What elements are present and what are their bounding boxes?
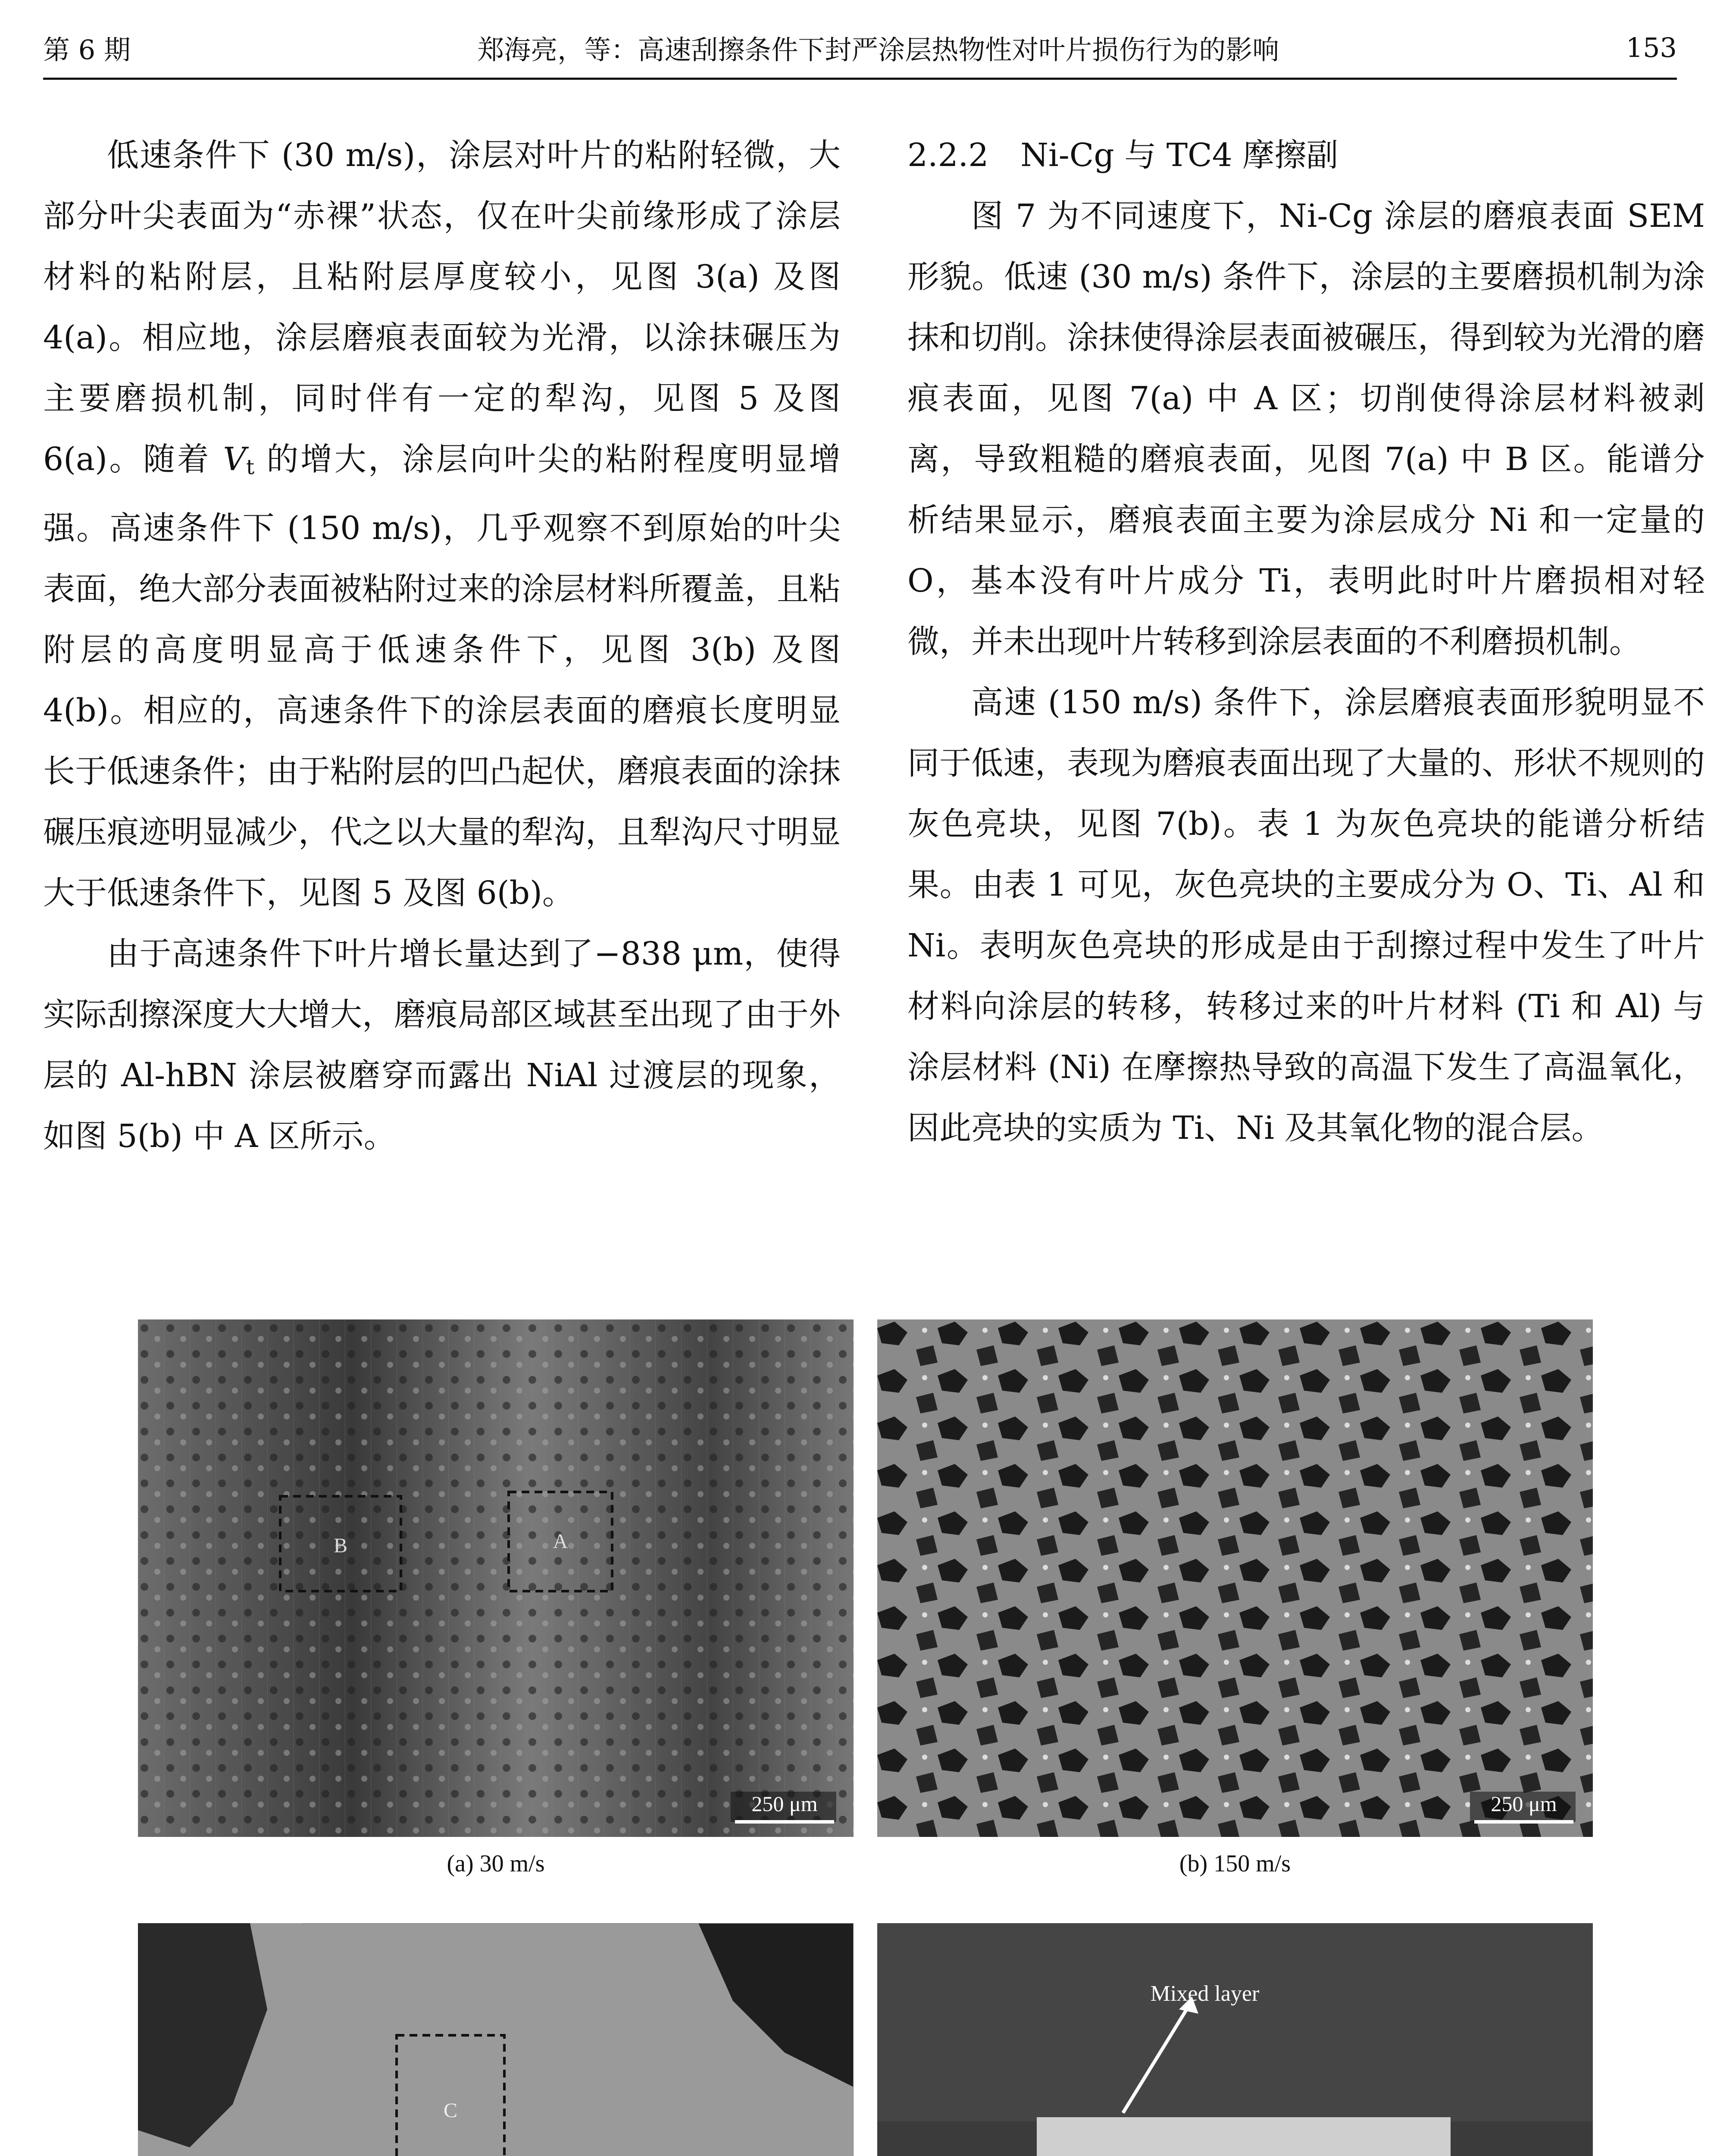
issue-number: 第 6 期 — [43, 34, 131, 66]
panel-a-caption: (a) 30 m/s — [447, 1850, 545, 1877]
mixed-layer-band — [1037, 2117, 1451, 2156]
left-paragraph-2: 由于高速条件下叶片增长量达到了−838 μm，使得实际刮擦深度大大增大，磨痕局部区域甚至出现了由于外层的 Al-hBN 涂层被磨穿而露出 NiAl 过渡层的现象，如图 5(b) 中 A 区所示。 — [43, 935, 841, 1155]
page-header — [43, 26, 1677, 80]
left-paragraph-1: 低速条件下 (30 m/s)，涂层对叶片的粘附轻微，大部分叶尖表面为“赤裸”状态，仅在叶尖前缘形成了涂层材料的粘附层，且粘附层厚度较小，见图 3(a) 及图 4(a)。相应地，涂层磨痕表面较为光滑，以涂抹碾压为主要磨损机制，同时伴有一定的犁沟，见图 5 及图 6(a)。随着 Vt 的增大，涂层向叶尖的粘附程度明显增强。高速条件下 (150 m/s)，几乎观察不到原始的叶尖表面，绝大部分表面被粘附过来的涂层材料所覆盖，且粘附层的高度明显高于低速条件下，见图 3(b) 及图 4(b)。相应的，高速条件下的涂层表面的磨痕长度明显长于低速条件；由于粘附层的凹凸起伏，磨痕表面的涂抹碾压痕迹明显减少，代之以大量的犁沟，且犁沟尺寸明显大于低速条件下，见图 5 及图 6(b)。 — [43, 137, 841, 912]
scale-bar-label: 250 μm — [751, 1792, 818, 1816]
running-title: 郑海亮，等：高速刮擦条件下封严涂层热物性对叶片损伤行为的影响 — [477, 34, 1279, 66]
sem-panel-a — [138, 1319, 854, 1837]
sem-panel-b — [877, 1319, 1593, 1837]
section-heading: 2.2.2 Ni-Cg 与 TC4 摩擦副 — [907, 137, 1338, 174]
left-column — [43, 125, 841, 1167]
right-paragraph-2: 高速 (150 m/s) 条件下，涂层磨痕表面形貌明显不同于低速，表现为磨痕表面出现了大量的、形状不规则的灰色亮块，见图 7(b)。表 1 为灰色亮块的能谱分析结果。由表 1 可见，灰色亮块的主要成分为 O、Ti、Al 和 Ni。表明灰色亮块的形成是由于刮擦过程中发生了叶片材料向涂层的转移，转移过来的叶片材料 (Ti 和 Al) 与涂层材料 (Ni) 在摩擦热导致的高温下发生了高温氧化，因此亮块的实质为 Ti、Ni 及其氧化物的混合层。 — [907, 684, 1705, 1147]
panel-b-caption: (b) 150 m/s — [1179, 1850, 1291, 1877]
mixed-layer-label: Mixed layer — [1150, 1981, 1260, 2006]
region-b-label: B — [333, 1534, 348, 1557]
page-number: 153 — [1626, 31, 1677, 63]
region-a-label: A — [553, 1530, 568, 1553]
sem-panel-d — [877, 1923, 1593, 2156]
right-column — [907, 125, 1705, 1159]
sem-panel-c — [138, 1923, 854, 2156]
right-paragraph-1: 图 7 为不同速度下，Ni-Cg 涂层的磨痕表面 SEM 形貌。低速 (30 m/s) 条件下，涂层的主要磨损机制为涂抹和切削。涂抹使得涂层表面被碾压，得到较为光滑的磨痕表面，见图 7(a) 中 A 区；切削使得涂层材料被剥离，导致粗糙的磨痕表面，见图 7(a) 中 B 区。能谱分析结果显示，磨痕表面主要为涂层成分 Ni 和一定量的 O，基本没有叶片成分 Ti，表明此时叶片磨损相对轻微，并未出现叶片转移到涂层表面的不利磨损机制。 — [907, 197, 1705, 660]
region-c-label: C — [443, 2099, 458, 2122]
scale-bar-label: 250 μm — [1491, 1792, 1557, 1816]
